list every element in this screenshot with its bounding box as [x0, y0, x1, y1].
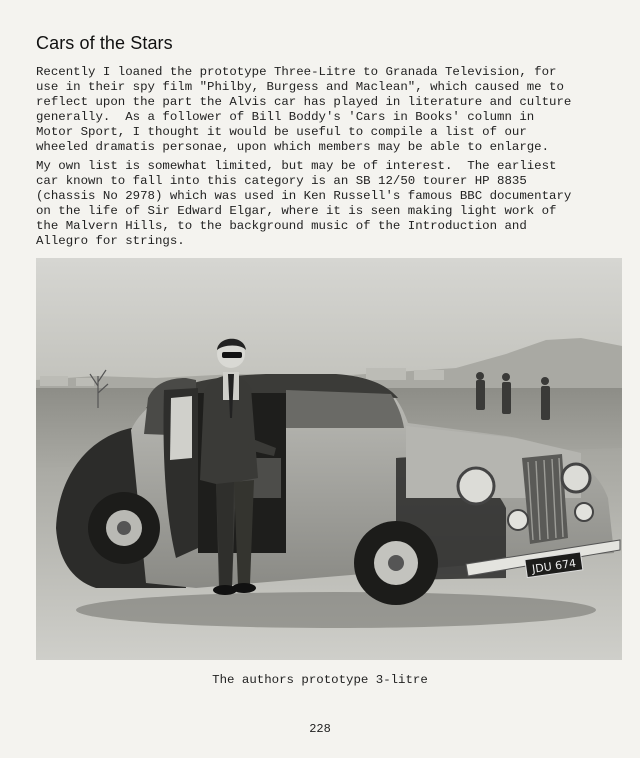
page-number: 228	[309, 722, 331, 736]
paragraph-line: the Malvern Hills, to the background music of the Introduction and	[36, 219, 527, 234]
paragraph-line: on the life of Sir Edward Elgar, where it is seen making light work of	[36, 204, 557, 219]
number-plate-text: JDU 674	[531, 556, 577, 576]
section-heading: Cars of the Stars	[36, 33, 173, 53]
car-photograph	[36, 258, 622, 660]
paragraph-line: My own list is somewhat limited, but may be of interest. The earliest	[36, 159, 557, 173]
paragraph-line: reflect upon the part the Alvis car has played in literature and culture	[36, 95, 572, 110]
paragraph-line: generally. As a follower of Bill Boddy's 'Cars in Books' column in	[36, 110, 535, 125]
paragraph-line: car known to fall into this category is an SB 12/50 tourer HP 8835	[36, 174, 527, 189]
car-photo-illustration	[36, 258, 622, 660]
paragraph-1	[36, 65, 626, 156]
paragraph-line: Allegro for strings.	[36, 234, 185, 249]
paragraph-line: wheeled dramatis personae, upon which members may be able to enlarge.	[36, 140, 550, 155]
paragraph-line: use in their spy film "Philby, Burgess and Maclean", which caused me to	[36, 80, 564, 95]
paragraph-line: (chassis No 2978) which was used in Ken Russell's famous BBC documentary	[36, 189, 572, 204]
photo-caption: The authors prototype 3-litre	[212, 673, 428, 687]
paragraph-2	[36, 159, 626, 250]
paragraph-line: Recently I loaned the prototype Three-Litre to Granada Television, for	[36, 65, 557, 79]
paragraph-line: Motor Sport, I thought it would be useful to compile a list of our	[36, 125, 527, 140]
